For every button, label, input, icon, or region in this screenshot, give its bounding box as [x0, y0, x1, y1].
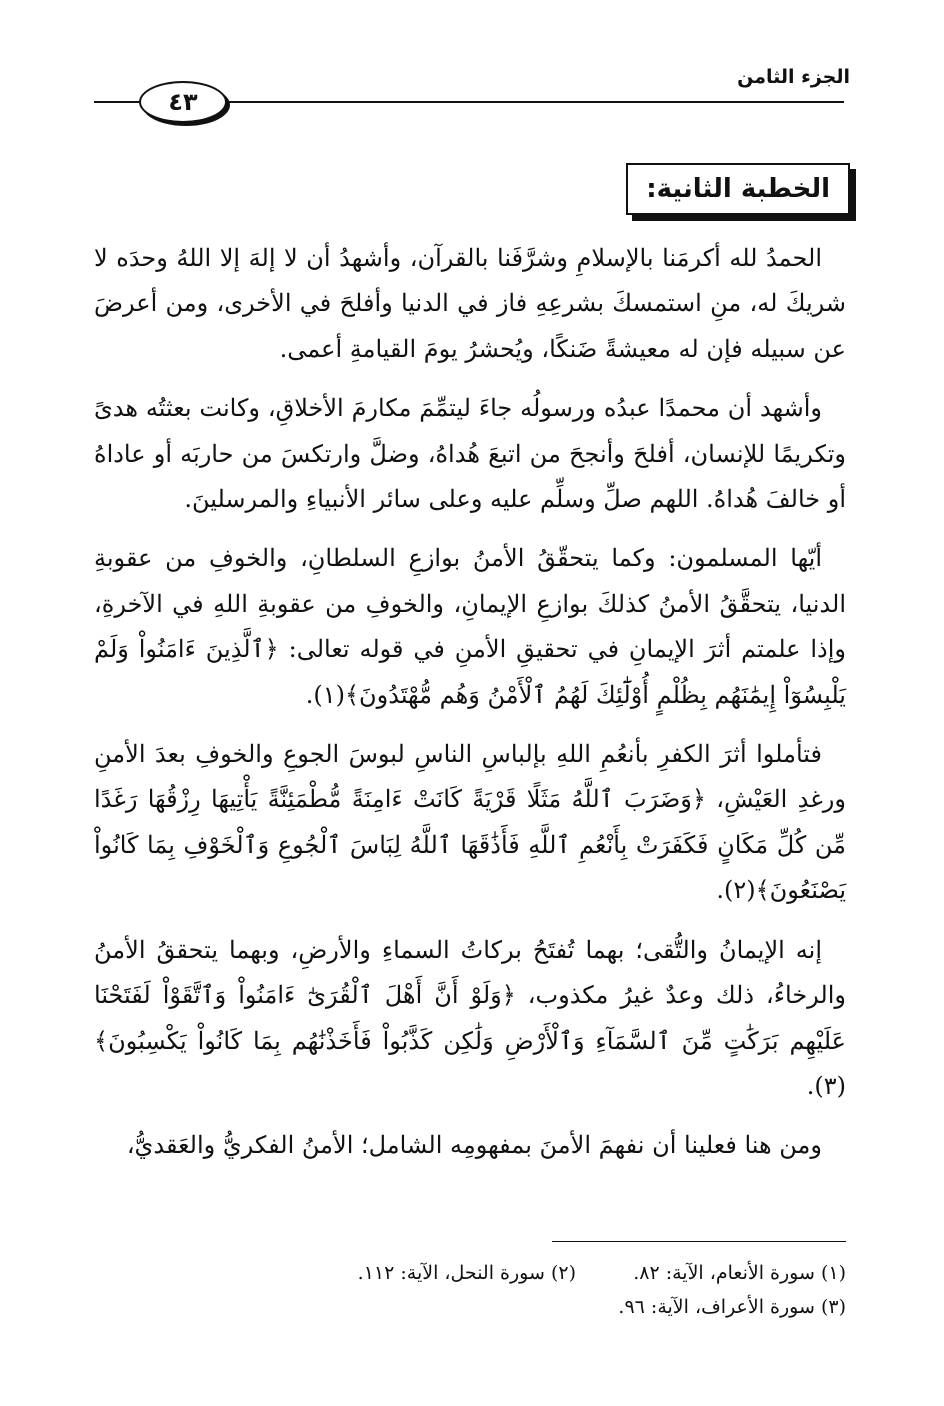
page-number: ٤٣ [139, 81, 227, 123]
running-header-title: الجزء الثامن [737, 66, 850, 88]
footnotes [94, 1256, 846, 1324]
section-heading: الخطبة الثانية: [626, 163, 850, 215]
paragraph: وأشهد أن محمدًا عبدُه ورسولُه جاءَ ليتمِّمَ مكارمَ الأخلاقِ، وكانت بعثتُه هدىً وتكريمًا للإنسان، أفلحَ وأنجحَ من اتبعَ هُداهُ، وضلَّ وارتكسَ من حاربَه أو عاداهُ أو خالفَ هُداهُ. اللهم صلِّ وسلِّم عليه وعلى سائر الأنبياءِ والمرسلينَ. [94, 394, 846, 514]
footnote-3: (٣) سورة الأعراف، الآية: ٩٦. [618, 1296, 846, 1318]
footnote-separator [552, 1241, 846, 1242]
paragraph: أيّها المسلمون: وكما يتحقّقُ الأمنُ بوازعِ السلطانِ، والخوفِ من عقوبةِ الدنيا، يتحقَّقُ الأمنُ كذلكَ بوازعِ الإيمانِ، والخوفِ من عقوبةِ اللهِ في الآخرةِ، وإذا علمتم أثرَ الإيمانِ في تحقيقِ الأمنِ في قوله تعالى: ﴿ٱلَّذِينَ ءَامَنُواْ وَلَمْ يَلْبِسُوٓاْ إِيمَٰنَهُم بِظُلْمٍ أُوْلَٰٓئِكَ لَهُمُ ٱلْأَمْنُ وَهُم مُّهْتَدُونَ﴾(١). [94, 544, 846, 709]
paragraph: الحمدُ لله أكرمَنا بالإسلامِ وشرَّفَنا بالقرآن، وأشهدُ أن لا إلهَ إلا اللهُ وحدَه لا شريكَ له، منِ استمسكَ بشرعِهِ فاز في الدنيا وأفلحَ في الأخرى، ومن أعرضَ عن سبيله فإن له معيشةً ضَنكًا، ويُحشرُ يومَ القيامةِ أعمى. [94, 244, 846, 363]
body-text [94, 236, 846, 1183]
footnote-2: (٢) سورة النحل، الآية: ١١٢. [357, 1262, 576, 1284]
paragraph: ومن هنا فعلينا أن نفهمَ الأمنَ بمفهومِه الشامل؛ الأمنُ الفكريُّ والعَقديُّ، [126, 1131, 822, 1160]
paragraph: فتأملوا أثرَ الكفرِ بأنعُمِ اللهِ بإلباسِ الناسِ لبوسَ الجوعِ والخوفِ بعدَ الأمنِ ورغدِ العَيْشِ، ﴿وَضَرَبَ ٱللَّهُ مَثَلًا قَرْيَةً كَانَتْ ءَامِنَةً مُّطْمَئِنَّةً يَأْتِيهَا رِزْقُهَا رَغَدًا مِّن كُلِّ مَكَانٍ فَكَفَرَتْ بِأَنْعُمِ ٱللَّهِ فَأَذَٰقَهَا ٱللَّهُ لِبَاسَ ٱلْجُوعِ وَٱلْخَوْفِ بِمَا كَانُواْ يَصْنَعُونَ﴾(٢). [94, 740, 846, 905]
footnote-1: (١) سورة الأنعام، الآية: ٨٢. [633, 1262, 846, 1284]
paragraph: إنه الإيمانُ والتُّقى؛ بهما تُفتَحُ بركاتُ السماءِ والأرضِ، وبهما يتحققُ الأمنُ والرخاءُ، ذلك وعدٌ غيرُ مكذوب، ﴿وَلَوْ أَنَّ أَهْلَ ٱلْقُرَىٰٓ ءَامَنُواْ وَٱتَّقَوْاْ لَفَتَحْنَا عَلَيْهِم بَرَكَٰتٍ مِّنَ ٱلسَّمَآءِ وَٱلْأَرْضِ وَلَٰكِن كَذَّبُواْ فَأَخَذْنَٰهُم بِمَا كَانُواْ يَكْسِبُونَ﴾(٣). [94, 935, 846, 1100]
